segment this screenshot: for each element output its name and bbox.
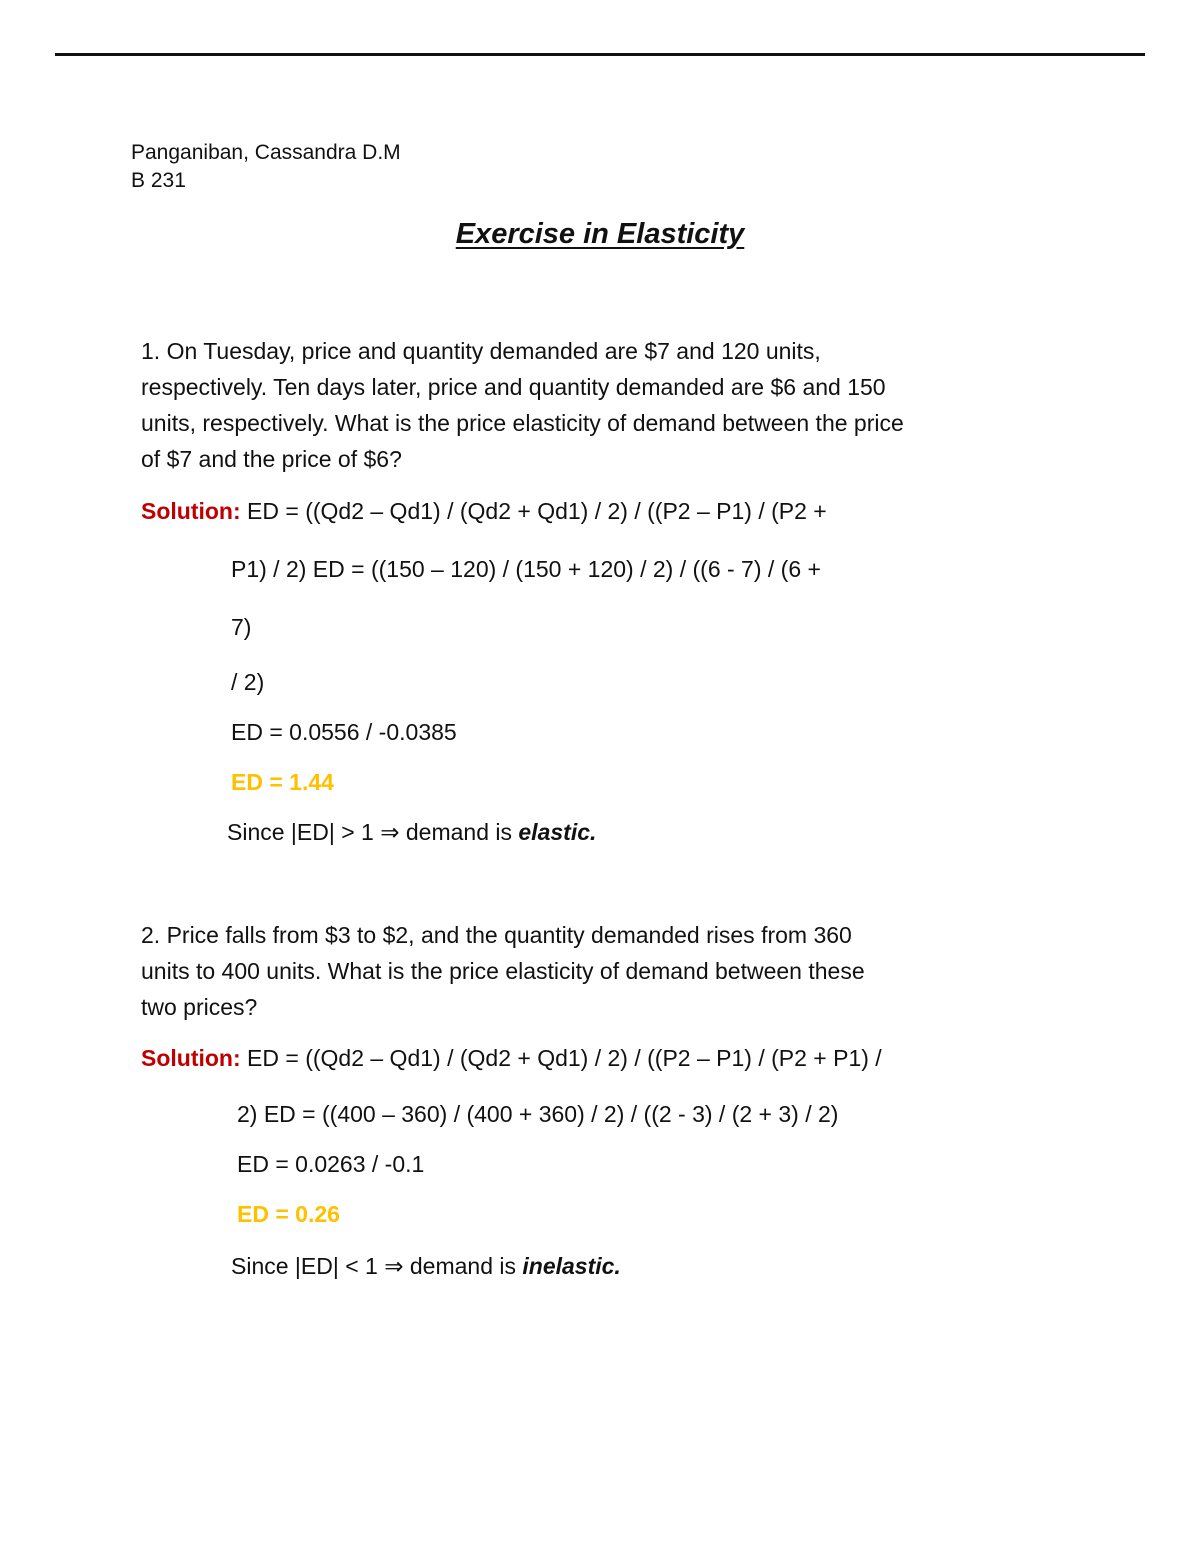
solution-1-line-4: / 2) — [231, 669, 265, 695]
question-1-line: of $7 and the price of $6? — [141, 446, 402, 472]
question-2 — [141, 917, 1041, 1025]
student-section: B 231 — [131, 169, 186, 192]
solution-2-line-1 — [141, 1043, 882, 1073]
solution-1-line-2: P1) / 2) ED = ((150 – 120) / (150 + 120) / 2) / ((6 - 7) / (6 + — [231, 556, 821, 582]
conclusion-2-text: Since |ED| < 1 ⇒ demand is — [231, 1253, 523, 1279]
solution-1-line-3: 7) — [231, 614, 252, 640]
question-1-line: respectively. Ten days later, price and quantity demanded are $6 and 150 — [141, 374, 886, 400]
solution-2-line-3: ED = 0.0263 / -0.1 — [237, 1151, 425, 1177]
solution-1-formula: ED = ((Qd2 – Qd1) / (Qd2 + Qd1) / 2) / ((P2 – P1) / (P2 + — [240, 498, 827, 524]
solution-1-line-1 — [141, 496, 827, 526]
header-rule — [55, 53, 1145, 56]
solution-1-line-5: ED = 0.0556 / -0.0385 — [231, 719, 457, 745]
student-name: Panganiban, Cassandra D.M — [131, 141, 401, 164]
question-2-line: two prices? — [141, 994, 258, 1020]
solution-2-formula: ED = ((Qd2 – Qd1) / (Qd2 + Qd1) / 2) / ((P2 – P1) / (P2 + P1) / — [240, 1045, 882, 1071]
solution-2-conclusion — [231, 1251, 621, 1281]
question-2-line: units to 400 units. What is the price elasticity of demand between these — [141, 958, 865, 984]
conclusion-1-keyword: elastic. — [518, 819, 597, 845]
solution-1-conclusion — [227, 817, 596, 847]
solution-2-line-2: 2) ED = ((400 – 360) / (400 + 360) / 2) / ((2 - 3) / (2 + 3) / 2) — [237, 1101, 839, 1127]
question-1-line: units, respectively. What is the price elasticity of demand between the price — [141, 410, 904, 436]
solution-1-result: ED = 1.44 — [231, 769, 334, 795]
solution-2-result: ED = 0.26 — [237, 1201, 340, 1227]
solution-2-label: Solution: — [141, 1045, 241, 1071]
conclusion-1-text: Since |ED| > 1 ⇒ demand is — [227, 819, 519, 845]
question-1 — [141, 333, 1041, 477]
question-2-line: 2. Price falls from $3 to $2, and the quantity demanded rises from 360 — [141, 922, 852, 948]
document-title: Exercise in Elasticity — [455, 218, 745, 250]
solution-1-label: Solution: — [141, 498, 241, 524]
conclusion-2-keyword: inelastic. — [522, 1253, 621, 1279]
question-1-line: 1. On Tuesday, price and quantity demanded are $7 and 120 units, — [141, 338, 821, 364]
